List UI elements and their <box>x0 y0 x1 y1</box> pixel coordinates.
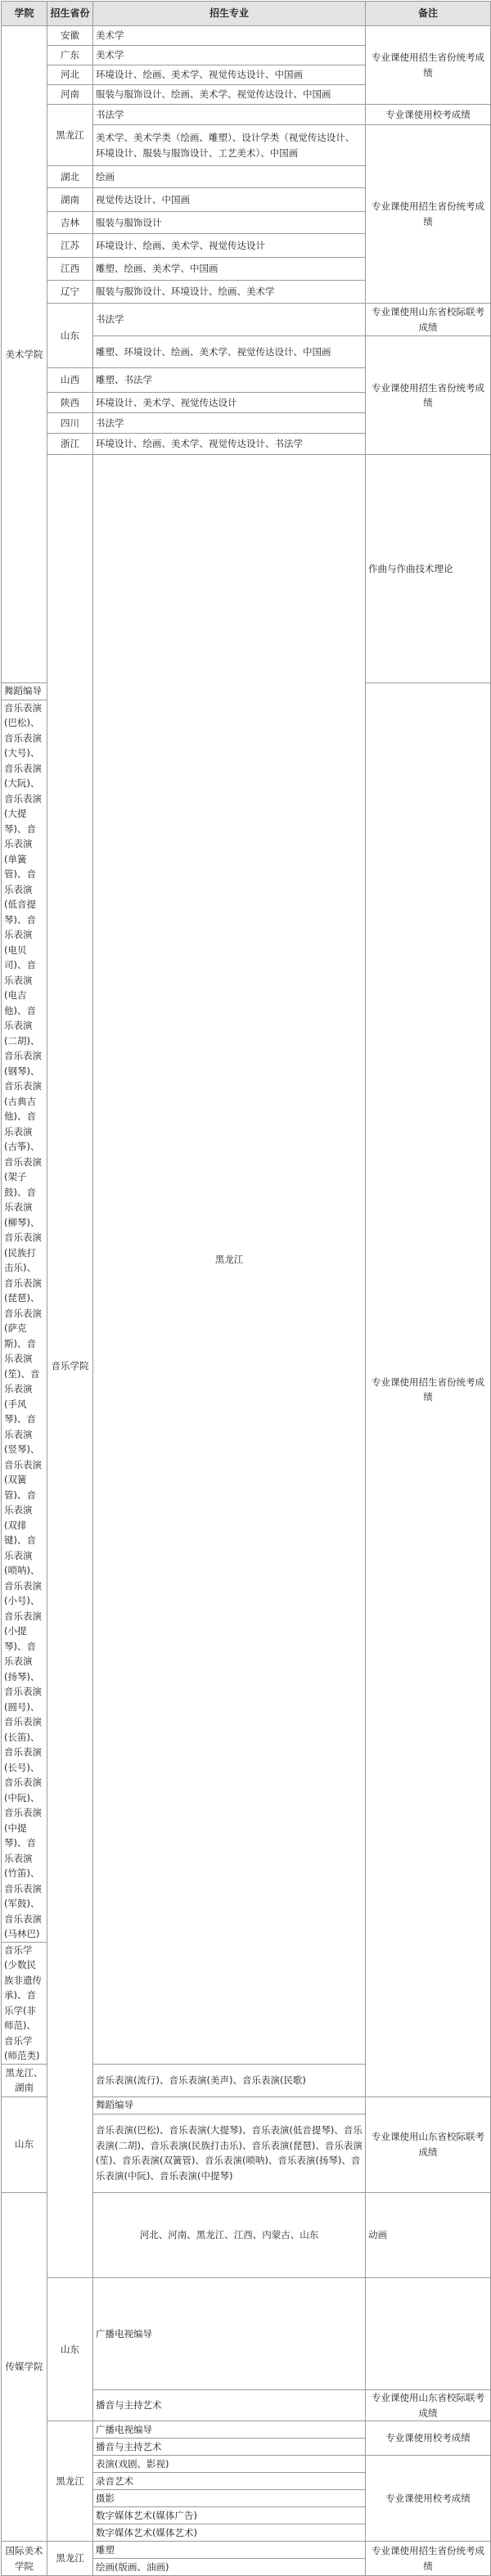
major-cell: 音乐表演(流行)、音乐表演(美声)、音乐表演(民歌) <box>93 2064 366 2096</box>
college-media: 传媒学院 <box>2 2192 47 2542</box>
header-college: 学院 <box>2 2 47 26</box>
major-cell: 雕塑 <box>93 2542 366 2559</box>
province-cell: 河南 <box>47 85 93 105</box>
table-row <box>2 455 491 683</box>
major-cell: 环境设计、绘画、美术学、视觉传达设计 <box>93 234 366 258</box>
province-cell: 安徽 <box>47 26 93 46</box>
province-cell: 辽宁 <box>47 281 93 304</box>
major-cell: 雕塑、书法学 <box>93 368 366 393</box>
province-cell: 黑龙江 <box>47 2421 93 2542</box>
major-cell: 书法学 <box>93 413 366 434</box>
province-cell: 浙江 <box>47 434 93 455</box>
header-row <box>2 2 491 26</box>
major-cell: 美术学 <box>93 26 366 46</box>
note-cell: 专业课使用校考成绩 <box>366 2421 491 2456</box>
note-cell: 专业课使用山东省校际联考成绩 <box>366 2096 491 2192</box>
major-cell: 绘画 <box>93 166 366 188</box>
note-cell: 专业课使用校考成绩 <box>366 2456 491 2542</box>
province-cell: 山西 <box>47 368 93 393</box>
major-cell: 舞蹈编导 <box>2 682 47 700</box>
note-cell: 专业课使用招生省份统考成绩 <box>366 336 491 455</box>
major-cell: 动画 <box>366 2192 491 2277</box>
province-cell: 陕西 <box>47 393 93 413</box>
note-cell: 专业课使用招生省份统考成绩 <box>366 2542 491 2576</box>
major-cell: 书法学 <box>93 105 366 125</box>
major-cell: 绘画(版画、油画) <box>93 2559 366 2576</box>
province-cell: 广东 <box>47 46 93 65</box>
province-cell: 黑龙江 <box>47 105 93 166</box>
major-cell: 录音艺术 <box>93 2473 366 2490</box>
table-row <box>2 105 491 125</box>
major-cell: 广播电视编导 <box>93 2421 366 2439</box>
college-intl-art: 国际美术学院 <box>2 2542 47 2576</box>
major-cell: 雕塑、绘画、美术学、中国画 <box>93 258 366 281</box>
province-cell: 山东 <box>47 304 93 368</box>
province-cell: 湖南 <box>47 188 93 212</box>
major-cell: 音乐表演(巴松)、音乐表演(大号)、音乐表演(大阮)、音乐表演(大提琴)、音乐表演(单簧管)、音乐表演(低音提琴)、音乐表演(电贝司)、音乐表演(电吉他)、音乐表演(二胡)、音乐表演(钢琴)、音乐表演(古典吉他)、音乐表演(古筝)、音乐表演(架子鼓)、音乐表演(柳琴)、音乐表演(民族打击乐)、音乐表演(琵琶)、音乐表演(萨克斯)、音乐表演(笙)、音乐表演(手风琴)、音乐表演(竖琴)、音乐表演(双簧管)、音乐表演(双排键)、音乐表演(唢呐)、音乐表演(小号)、音乐表演(小提琴)、音乐表演(扬琴)、音乐表演(圆号)、音乐表演(长笛)、音乐表演(长号)、音乐表演(中阮)、音乐表演(中提琴)、音乐表演(竹笛)、音乐表演(军鼓)、音乐表演(马林巴) <box>2 700 47 1942</box>
major-cell: 环境设计、绘画、美术学、视觉传达设计、中国画 <box>93 65 366 85</box>
major-cell: 视觉传达设计、中国画 <box>93 188 366 212</box>
major-cell: 服装与服饰设计、环境设计、绘画、美术学 <box>93 281 366 304</box>
province-cell: 江苏 <box>47 234 93 258</box>
major-cell: 美术学、美术学类（绘画、雕塑）、设计学类（视觉传达设计、环境设计、服装与服饰设计、工艺美术）、中国画 <box>93 125 366 166</box>
major-cell: 广播电视编导 <box>93 2277 366 2390</box>
major-cell: 舞蹈编导 <box>93 2096 366 2114</box>
major-cell: 音乐学(少数民族非遗传承)、音乐学(非师范)、音乐学(师范类) <box>2 1942 47 2064</box>
major-cell: 环境设计、美术学、视觉传达设计 <box>93 393 366 413</box>
table-row <box>2 304 491 336</box>
major-cell: 作曲与作曲技术理论 <box>366 455 491 683</box>
province-cell: 黑龙江 <box>47 2542 93 2576</box>
province-cell: 四川 <box>47 413 93 434</box>
table-row <box>2 2277 491 2390</box>
province-cell: 黑龙江、湖南 <box>2 2064 47 2096</box>
major-cell: 音乐表演(巴松)、音乐表演(大提琴)、音乐表演(低音提琴)、音乐表演(二胡)、音乐表演(民族打击乐)、音乐表演(琵琶)、音乐表演(笙)、音乐表演(双簧管)、音乐表演(唢呐)、音乐表演(扬琴)、音乐表演(中阮)、音乐表演(中提琴) <box>93 2114 366 2192</box>
college-music: 音乐学院 <box>47 455 93 2278</box>
major-cell: 播音与主持艺术 <box>93 2439 366 2456</box>
table-row <box>2 2421 491 2439</box>
major-cell: 雕塑、环境设计、绘画、美术学、视觉传达设计、中国画 <box>93 336 366 368</box>
province-cell: 河北 <box>47 65 93 85</box>
major-cell: 表演(戏剧、影视) <box>93 2456 366 2473</box>
major-cell: 书法学 <box>93 304 366 336</box>
header-major: 招生专业 <box>93 2 366 26</box>
note-cell: 专业课使用山东省校际联考成绩 <box>366 304 491 336</box>
major-cell: 美术学 <box>93 46 366 65</box>
province-cell: 山东 <box>2 2096 47 2192</box>
province-cell: 山东 <box>47 2277 93 2421</box>
province-cell: 吉林 <box>47 212 93 234</box>
table-row <box>2 2542 491 2559</box>
header-note: 备注 <box>366 2 491 26</box>
college-art: 美术学院 <box>2 26 47 683</box>
province-cell: 江西 <box>47 258 93 281</box>
note-cell: 专业课使用校考成绩 <box>366 105 491 125</box>
admission-table <box>1 1 491 2576</box>
major-cell: 摄影 <box>93 2490 366 2507</box>
note-cell: 专业课使用山东省校际联考成绩 <box>366 2390 491 2421</box>
major-cell: 数字媒体艺术(媒体艺术) <box>93 2524 366 2542</box>
major-cell: 服装与服饰设计、绘画、美术学、视觉传达设计、中国画 <box>93 85 366 105</box>
province-cell: 黑龙江 <box>93 455 366 2065</box>
major-cell: 播音与主持艺术 <box>93 2390 366 2421</box>
note-cell: 专业课使用招生省份统考成绩 <box>366 682 491 2096</box>
note-cell: 专业课使用招生省份统考成绩 <box>366 26 491 105</box>
major-cell: 服装与服饰设计 <box>93 212 366 234</box>
note-cell: 专业课使用招生省份统考成绩 <box>366 125 491 304</box>
header-province: 招生省份 <box>47 2 93 26</box>
province-cell: 湖北 <box>47 166 93 188</box>
province-cell: 河北、河南、黑龙江、江西、内蒙古、山东 <box>93 2192 366 2277</box>
major-cell: 环境设计、绘画、美术学、视觉传达设计、书法学 <box>93 434 366 455</box>
major-cell: 数字媒体艺术(媒体广告) <box>93 2507 366 2524</box>
table-row <box>2 26 491 46</box>
